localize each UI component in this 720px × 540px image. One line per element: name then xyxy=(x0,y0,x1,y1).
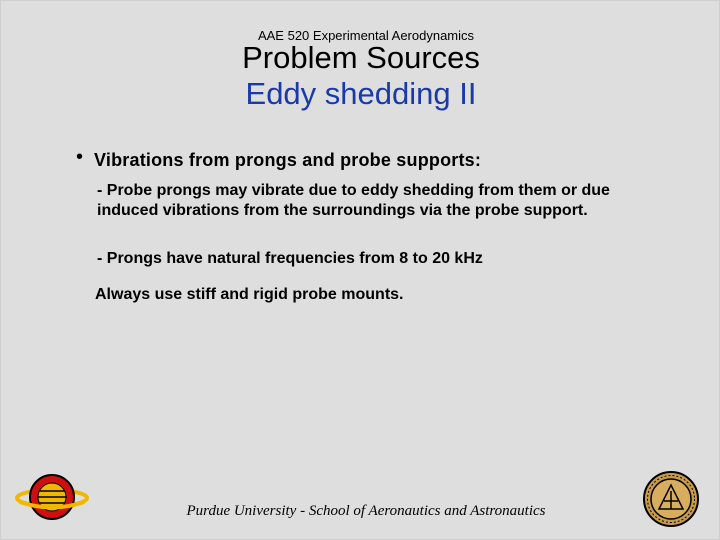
slide-title: Problem Sources xyxy=(242,40,480,75)
footer-text: Purdue University - School of Aeronautics and Astronautics xyxy=(186,503,546,519)
planet-ring-seal-icon xyxy=(15,469,89,527)
course-title: AAE 520 Experimental Aerodynamics xyxy=(257,28,475,43)
purdue-seal-icon xyxy=(642,471,700,527)
sub-item-natural-frequency: - Prongs have natural frequencies from 8 to 20 kHz xyxy=(97,250,483,267)
bullet-marker: • xyxy=(76,146,84,168)
slide-subtitle: Eddy shedding II xyxy=(245,76,477,111)
bullet-heading: Vibrations from prongs and probe supports: xyxy=(94,150,482,170)
sub-item-eddy-vibration: - Probe prongs may vibrate due to eddy shedding from them or due induced vibrations from the surroundings via the probe support. xyxy=(97,182,610,219)
recommendation-note: Always use stiff and rigid probe mounts. xyxy=(95,286,404,303)
